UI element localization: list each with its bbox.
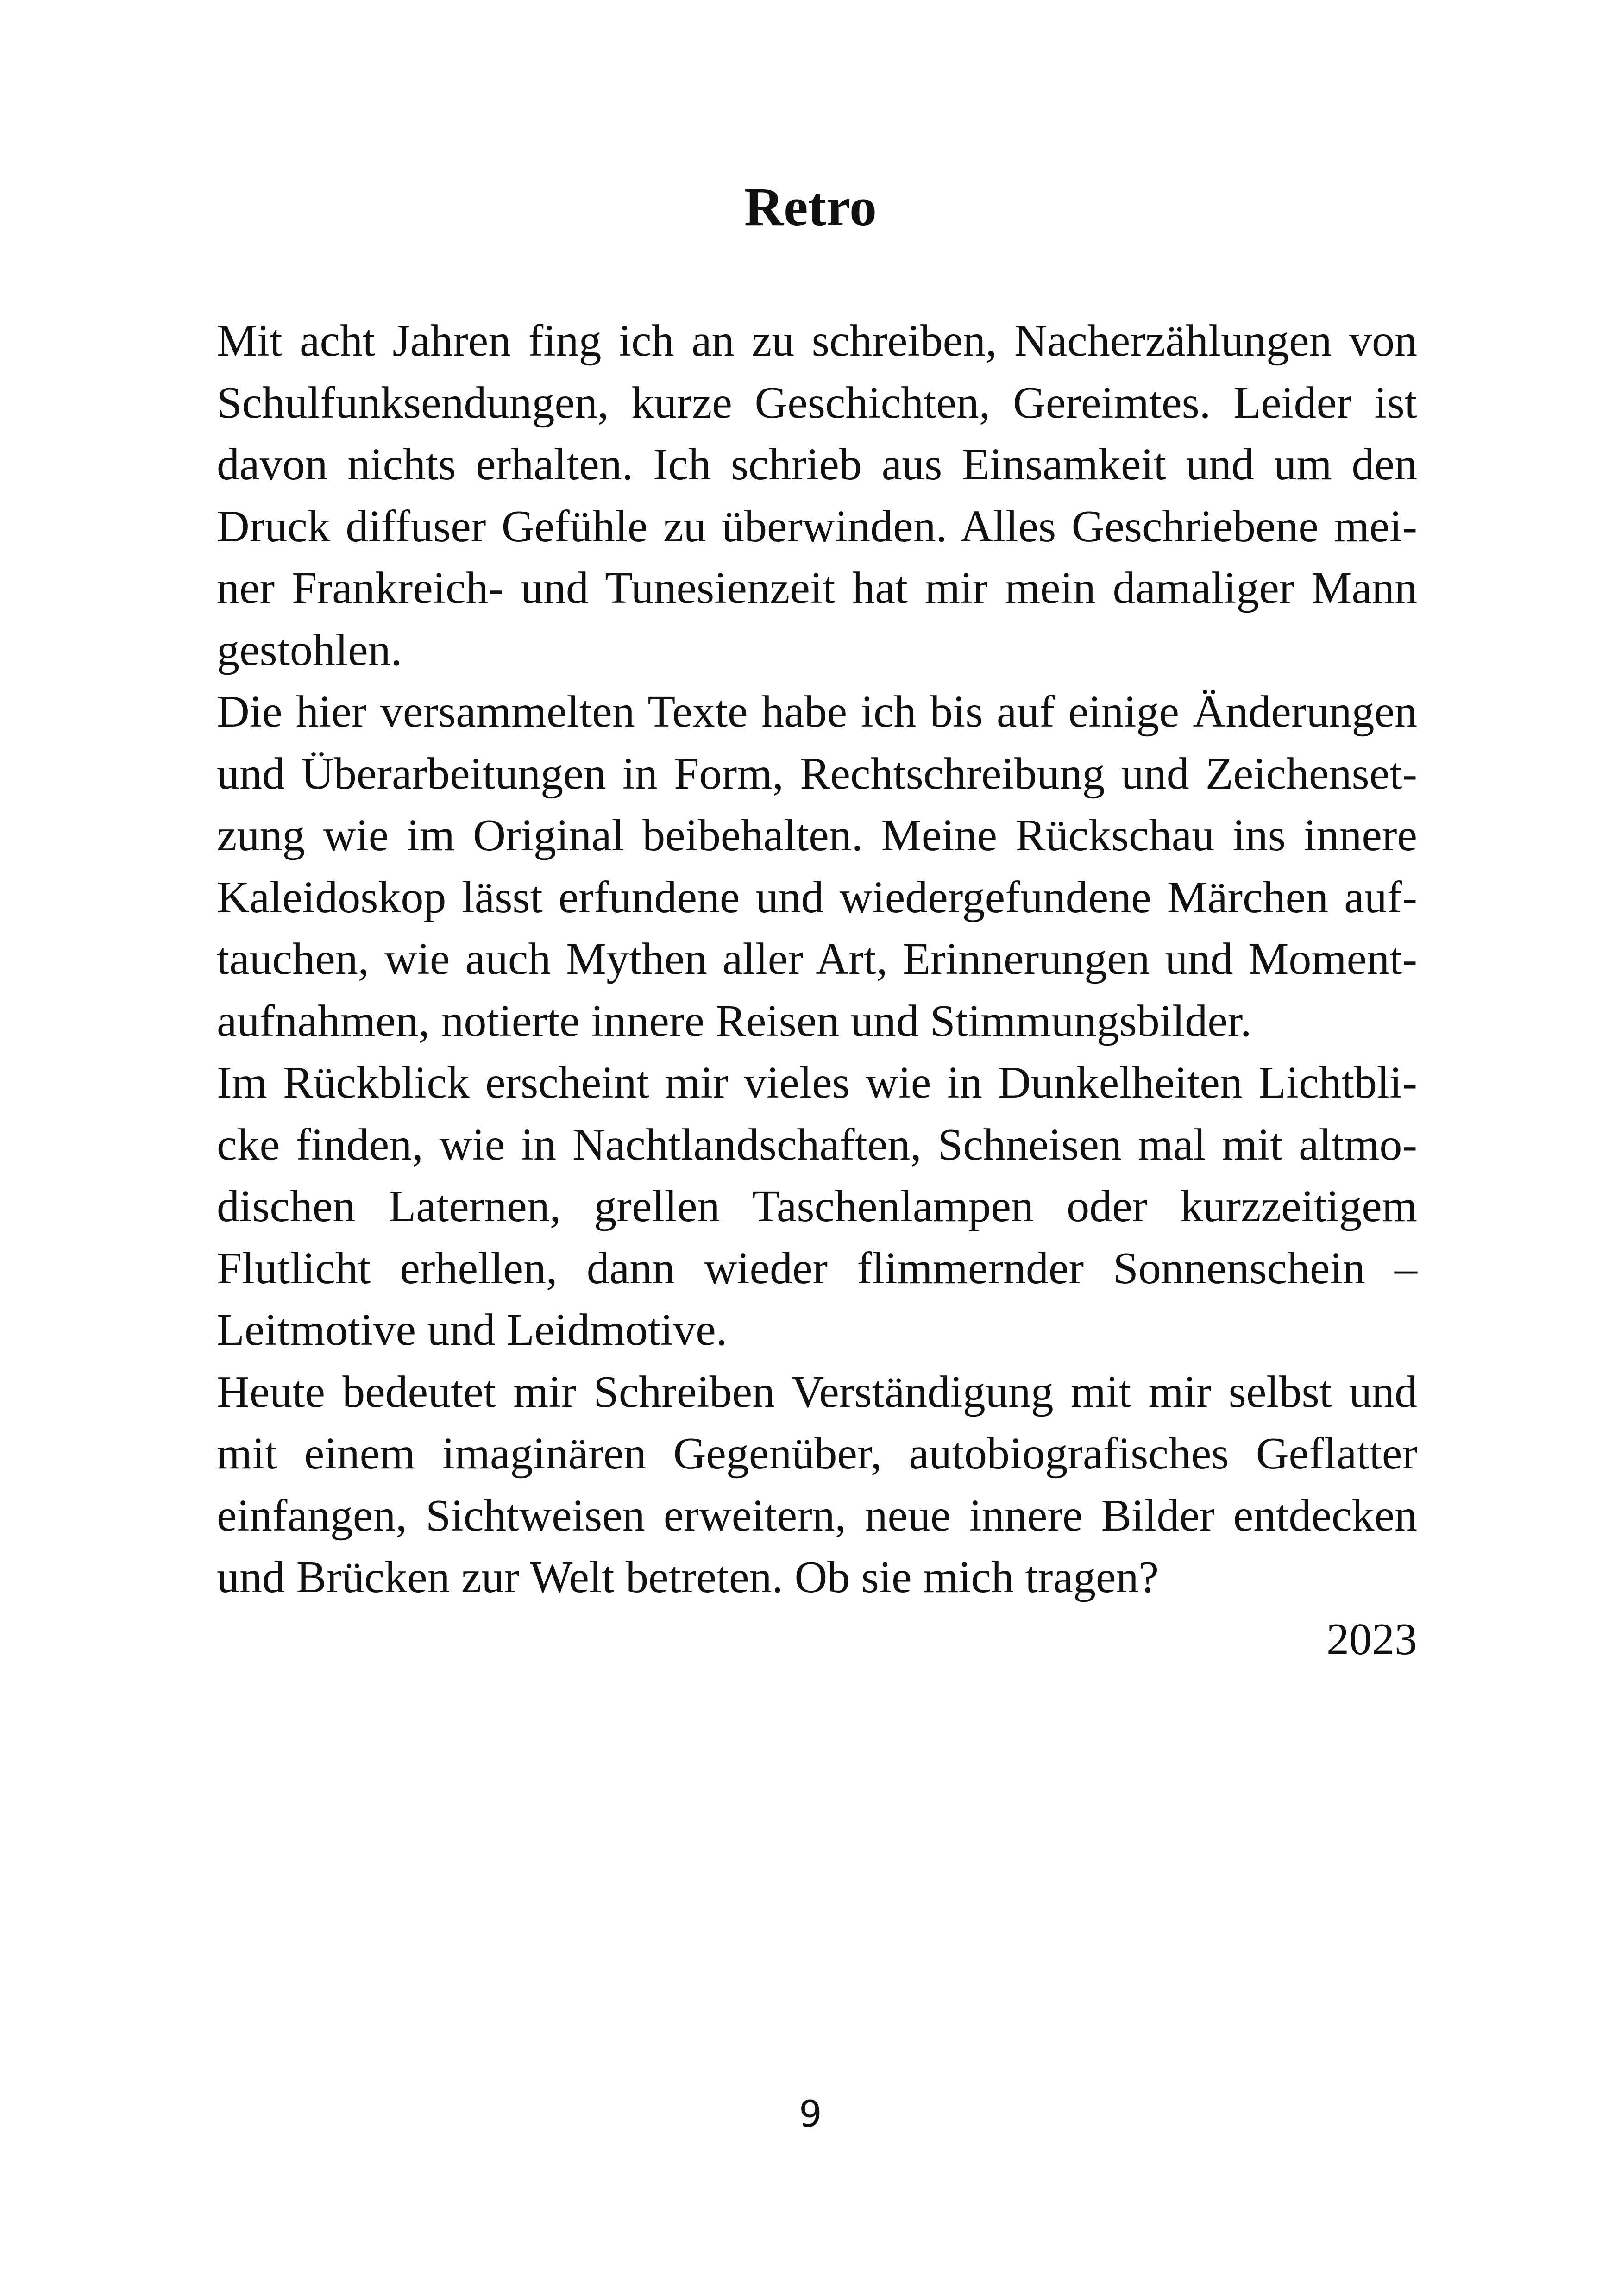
text-line: davon nichts erhalten. Ich schrieb aus Einsamkeit und um den [217,439,1417,489]
text-line: einfangen, Sichtweisen erweitern, neue innere Bilder entdecken [217,1490,1417,1541]
text-line: Kaleidoskop lässt erfundene und wiedergefundene Märchen auf- [217,872,1417,922]
text-line: cke finden, wie in Nachtlandschaften, Schneisen mal mit altmo- [217,1119,1417,1170]
text-line: Die hier versammelten Texte habe ich bis auf einige Änderungen [217,687,1417,737]
text-line: Heute bedeutet mir Schreiben Verständigung mit mir selbst und [217,1367,1417,1417]
text-line: und Überarbeitungen in Form, Rechtschreibung und Zeichenset- [217,748,1417,799]
text-line: mit einem imaginären Gegenüber, autobiografisches Geflatter [217,1429,1417,1479]
text-line: Im Rückblick erscheint mir vieles wie in Dunkelheiten Lichtbli- [217,1058,1417,1108]
text-line: Leitmotive und Leidmotive. [217,1305,728,1355]
text-line: zung wie im Original beibehalten. Meine Rückschau ins innere [217,810,1417,860]
page-number: 9 [799,2094,822,2135]
text-line: Flutlicht erhellen, dann wieder flimmernder Sonnenschein – [217,1243,1417,1293]
text-line: aufnahmen, notierte innere Reisen und Stimmungsbilder. [217,996,1252,1046]
text-line: Schulfunksendungen, kurze Geschichten, Gereimtes. Leider ist [217,377,1417,428]
text-line: tauchen, wie auch Mythen aller Art, Erinnerungen und Moment- [217,934,1417,984]
text-line: Druck diffuser Gefühle zu überwinden. Alles Geschriebene mei- [217,501,1417,552]
text-line: ner Frankreich- und Tunesienzeit hat mir mein damaliger Mann [217,563,1417,613]
body-text [217,310,1417,1670]
year-note: 2023 [1326,1614,1417,1664]
text-line: gestohlen. [217,625,402,675]
page-title: Retro [744,176,877,237]
text-line: Mit acht Jahren fing ich an zu schreiben, Nacherzählungen von [217,316,1417,366]
text-line: und Brücken zur Welt betreten. Ob sie mich tragen? [217,1552,1159,1602]
text-line: dischen Laternen, grellen Taschenlampen oder kurzzeitigem [217,1181,1417,1231]
